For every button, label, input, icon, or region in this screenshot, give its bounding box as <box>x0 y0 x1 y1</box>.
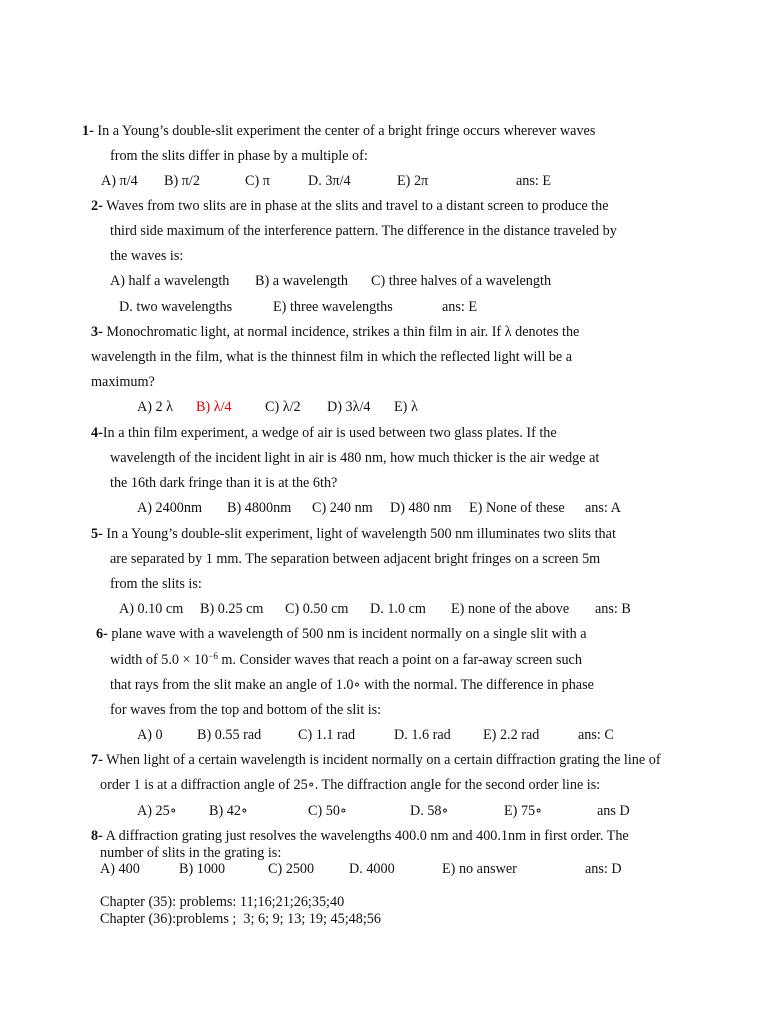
option: B) 0.55 rad <box>197 727 262 743</box>
option: A) 2400nm <box>137 500 203 516</box>
option: D) 480 nm <box>390 500 452 516</box>
question-4-number: 4- <box>91 425 103 441</box>
option: C) 2500 <box>268 861 315 877</box>
question-8-line-1: 8- A diffraction grating just resolves the wavelengths 400.0 nm and 400.1nm in first order. The <box>91 828 629 844</box>
question-3-line-1: 3- Monochromatic light, at normal incidence, strikes a thin film in air. If λ denotes the <box>91 324 580 340</box>
question-3-line-3: maximum? <box>91 374 155 390</box>
option: E) three wavelengths <box>273 299 393 315</box>
option: D. 1.6 rad <box>394 727 451 743</box>
question-4-line-3: the 16th dark fringe than it is at the 6th? <box>110 475 338 491</box>
option: D. 3π/4 <box>308 173 351 189</box>
option: B) 42∘ <box>209 803 248 819</box>
answer: ans: D <box>585 861 622 877</box>
option: B) 1000 <box>179 861 226 877</box>
question-6-line-3: that rays from the slit make an angle of 1.0∘ with the normal. The difference in phase <box>110 677 594 693</box>
question-8-line-2: number of slits in the grating is: <box>100 845 282 861</box>
question-5-line-2: are separated by 1 mm. The separation between adjacent bright fringes on a screen 5m <box>110 551 601 567</box>
option: C) 240 nm <box>312 500 373 516</box>
question-7-number: 7- <box>91 752 103 768</box>
question-7-line-2: order 1 is at a diffraction angle of 25∘. The diffraction angle for the second order line is: <box>100 777 601 793</box>
option: A) π/4 <box>101 173 138 189</box>
question-1-line-1: 1- In a Young’s double-slit experiment the center of a bright fringe occurs wherever waves <box>82 123 596 139</box>
option: A) 2 λ <box>137 399 174 415</box>
question-6-line-4: for waves from the top and bottom of the slit is: <box>110 702 382 718</box>
question-3-number: 3- <box>91 324 103 340</box>
question-8-number: 8- <box>91 828 103 844</box>
question-3-line-2: wavelength in the film, what is the thinnest film in which the reflected light will be a <box>91 349 573 365</box>
option: B) 0.25 cm <box>200 601 264 617</box>
option: D. 4000 <box>349 861 395 877</box>
option: E) 75∘ <box>504 803 543 819</box>
option: D) 3λ/4 <box>327 399 371 415</box>
option: B) 4800nm <box>227 500 292 516</box>
option: A) half a wavelength <box>110 273 230 289</box>
question-4-line-2: wavelength of the incident light in air is 480 nm, how much thicker is the air wedge at <box>110 450 600 466</box>
option: E) 2.2 rad <box>483 727 540 743</box>
option: D. 1.0 cm <box>370 601 426 617</box>
option: E) λ <box>394 399 418 415</box>
option: E) none of the above <box>451 601 570 617</box>
option: B) a wavelength <box>255 273 348 289</box>
question-2-line-3: the waves is: <box>110 248 184 264</box>
option: C) 1.1 rad <box>298 727 356 743</box>
option: C) three halves of a wavelength <box>371 273 552 289</box>
option: C) 0.50 cm <box>285 601 349 617</box>
option-highlighted: B) λ/4 <box>196 399 232 415</box>
question-5-line-1: 5- In a Young’s double-slit experiment, light of wavelength 500 nm illuminates two slits that <box>91 526 616 542</box>
question-6-number: 6- <box>96 626 108 642</box>
question-2-line-2: third side maximum of the interference pattern. The difference in the distance traveled by <box>110 223 617 239</box>
option: A) 0 <box>137 727 163 743</box>
option: A) 400 <box>100 861 140 877</box>
option: E) 2π <box>397 173 429 189</box>
question-6-line-1: 6- plane wave with a wavelength of 500 nm is incident normally on a single slit with a <box>96 626 587 642</box>
question-6-line-2: width of $5.0 \times 10^{-6}$ m. Consider waves that reach a point on a far-away screen such <box>110 651 582 668</box>
question-5-line-3: from the slits is: <box>110 576 202 592</box>
option: B) π/2 <box>164 173 200 189</box>
option: E) no answer <box>442 861 517 877</box>
option: C) 50∘ <box>308 803 347 819</box>
option: A) 25∘ <box>137 803 177 819</box>
question-5-number: 5- <box>91 526 103 542</box>
question-1-line-2: from the slits differ in phase by a multiple of: <box>110 148 368 164</box>
option: E) None of these <box>469 500 565 516</box>
chapter-35-problems: Chapter (35): problems: 11;16;21;26;35;40 <box>100 894 345 910</box>
question-1-number: 1- <box>82 123 94 139</box>
question-2-number: 2- <box>91 198 103 214</box>
question-7-line-1: 7- When light of a certain wavelength is incident normally on a certain diffraction grating the line of <box>91 752 661 768</box>
answer: ans: E <box>442 299 478 315</box>
option: D. two wavelengths <box>119 299 233 315</box>
option: C) λ/2 <box>265 399 301 415</box>
option: C) π <box>245 173 270 189</box>
question-4-line-1: 4-In a thin film experiment, a wedge of air is used between two glass plates. If the <box>91 425 557 441</box>
answer: ans D <box>597 803 630 819</box>
answer: ans: A <box>585 500 621 516</box>
option: D. 58∘ <box>410 803 449 819</box>
chapter-36-problems: Chapter (36):problems ; 3; 6; 9; 13; 19; 45;48;56 <box>100 911 381 927</box>
option: A) 0.10 cm <box>119 601 184 617</box>
question-2-line-1: 2- Waves from two slits are in phase at the slits and travel to a distant screen to produce the <box>91 198 609 214</box>
answer: ans: C <box>578 727 614 743</box>
answer: ans: E <box>516 173 552 189</box>
answer: ans: B <box>595 601 631 617</box>
